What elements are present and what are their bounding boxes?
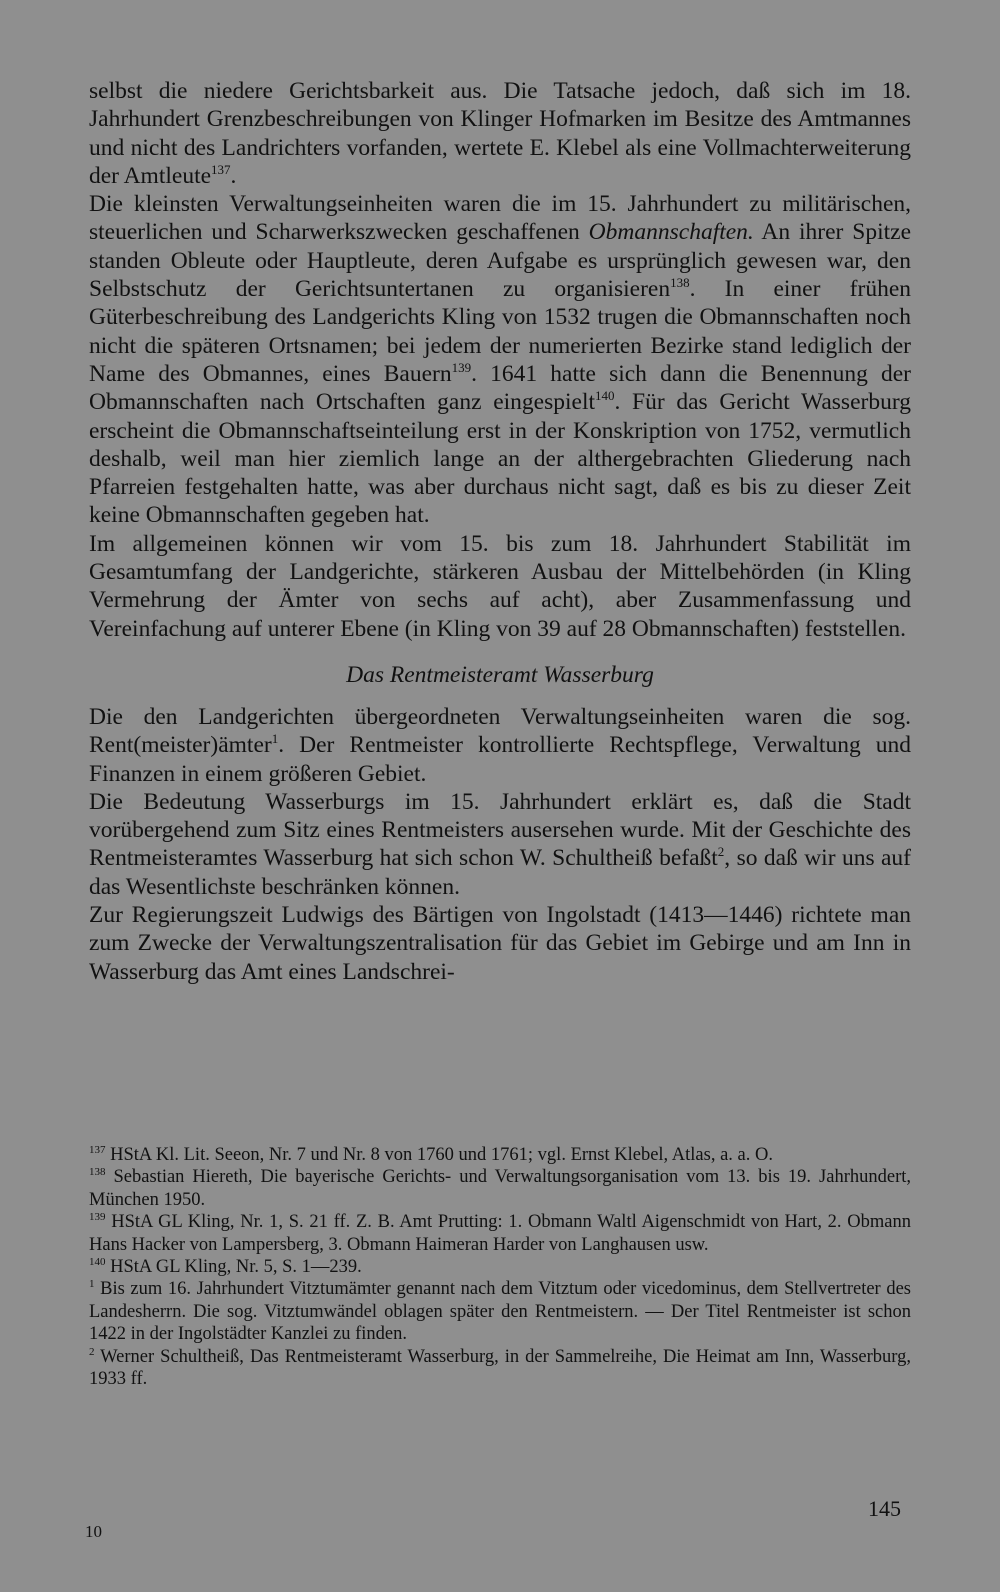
section-paragraph-2: Die Bedeutung Wasserburgs im 15. Jahrhundert erklärt es, daß die Stadt vorübergehend zum Sitz eines Rentmeisters ausersehen wurde. Mit der Geschichte des Rentmeisteramtes Wasserburg hat sich schon W. Schultheiß befaßt$^2$, so daß wir uns auf das Wesentlichste beschränken können. (89, 788, 911, 900)
footnote-139: $^{139}$ HStA GL Kling, Nr. 1, S. 21 ff. Z. B. Amt Prutting: 1. Obmann Waltl Aigenschmidt von Hart, 2. Obmann Hans Hacker von Lampersberg, 3. Obmann Haimeran Harder von Langhausen usw. (89, 1211, 911, 1255)
signature-mark: 10 (85, 1522, 102, 1541)
main-text (89, 77, 911, 986)
footnote-2: $^2$ Werner Schultheiß, Das Rentmeisteramt Wasserburg, in der Sammelreihe, Die Heimat am Inn, Wasserburg, 1933 ff. (89, 1345, 911, 1390)
footnote-140: $^{140}$ HStA GL Kling, Nr. 5, S. 1—239. (89, 1256, 362, 1278)
section-paragraph-1: Die den Landgerichten übergeordneten Verwaltungseinheiten waren die sog. Rent(meister)ämter$^1$. Der Rentmeister kontrollierte Rechtspflege, Verwaltung und Finanzen in einem größeren Gebiet. (89, 703, 911, 787)
footnote-ref-139[interactable]: 139 (451, 359, 472, 375)
footnotes (89, 1144, 911, 1390)
term-obmannschaften: Obmannschaften. (588, 219, 754, 246)
footnote-137: $^{137}$ HStA Kl. Lit. Seeon, Nr. 7 und Nr. 8 von 1760 und 1761; vgl. Ernst Klebel, Atlas, a. a. O. (89, 1144, 773, 1165)
footnote-ref-2[interactable]: 2 (717, 844, 725, 860)
paragraph-2: Die kleinsten Verwaltungseinheiten waren die im 15. Jahrhundert zu militärischen, steuerlichen und Scharwerkszwecken geschaffenen Obmannschaften. An ihrer Spitze standen Obleute oder Hauptleute, deren Aufgabe es ursprünglich gewesen war, den Selbstschutz der Gerichtsuntertanen zu organisieren$^{138}$. In einer frühen Güterbeschreibung des Landgerichts Kling von 1532 trugen die Obmannschaften noch nicht die späteren Ortsnamen; bei jedem der numerierten Bezirke stand lediglich der Name des Obmannes, eines Bauern$^{139}$. 1641 hatte sich dann die Benennung der Obmannschaften nach Ortschaften ganz eingespielt$^{140}$. Für das Gericht Wasserburg erscheint die Obmannschaftseinteilung erst in der Konskription von 1752, vermutlich deshalb, weil man hier ziemlich lange an der althergebrachten Gliederung nach Pfarreien festgehalten hatte, was aber durchaus nicht sagt, daß es bis zu dieser Zeit keine Obmannschaften gegeben hat. (89, 191, 911, 529)
section-heading: Das Rentmeisteramt Wasserburg (346, 661, 654, 688)
paragraph-3: Im allgemeinen können wir vom 15. bis zum 18. Jahrhundert Stabilität im Gesamtumfang der Landgerichte, stärkeren Ausbau der Mittelbehörden (in Kling Vermehrung der Ämter von sechs auf acht), aber Zusammenfassung und Vereinfachung auf unterer Ebene (in Kling von 39 auf 28 Obmannschaften) feststellen. (89, 530, 911, 642)
footnote-1: $^1$ Bis zum 16. Jahrhundert Vitztumämter genannt nach dem Vitztum oder vicedominus, dem Stellvertreter des Landesherrn. Die sog. Vitztumwändel oblagen später den Rentmeistern. — Der Titel Rentmeister ist schon 1422 in der Ingolstädter Kanzlei zu finden. (89, 1278, 911, 1345)
footnote-ref-1[interactable]: 1 (271, 731, 279, 747)
footnote-138: $^{138}$ Sebastian Hiereth, Die bayerische Gerichts- und Verwaltungsorganisation vom 13. bis 19. Jahrhundert, München 1950. (89, 1166, 911, 1210)
page-number: 145 (868, 1496, 901, 1521)
section-paragraph-3: Zur Regierungszeit Ludwigs des Bärtigen von Ingolstadt (1413—1446) richtete man zum Zwecke der Verwaltungszentralisation für das Gebiet im Gebirge und am Inn in Wasserburg das Amt eines Landschrei- (89, 902, 911, 985)
footnote-ref-137[interactable]: 137 (211, 161, 231, 177)
paragraph-1: selbst die niedere Gerichtsbarkeit aus. Die Tatsache jedoch, daß sich im 18. Jahrhundert Grenzbeschreibungen von Klinger Hofmarken im Besitze des Amtmannes und nicht des Landrichters vorfanden, wertete E. Klebel als eine Vollmachterweiterung der Amtleute$^{137}$. (89, 78, 911, 189)
footnote-ref-138[interactable]: 138 (670, 275, 690, 291)
footnote-ref-140[interactable]: 140 (595, 388, 615, 404)
